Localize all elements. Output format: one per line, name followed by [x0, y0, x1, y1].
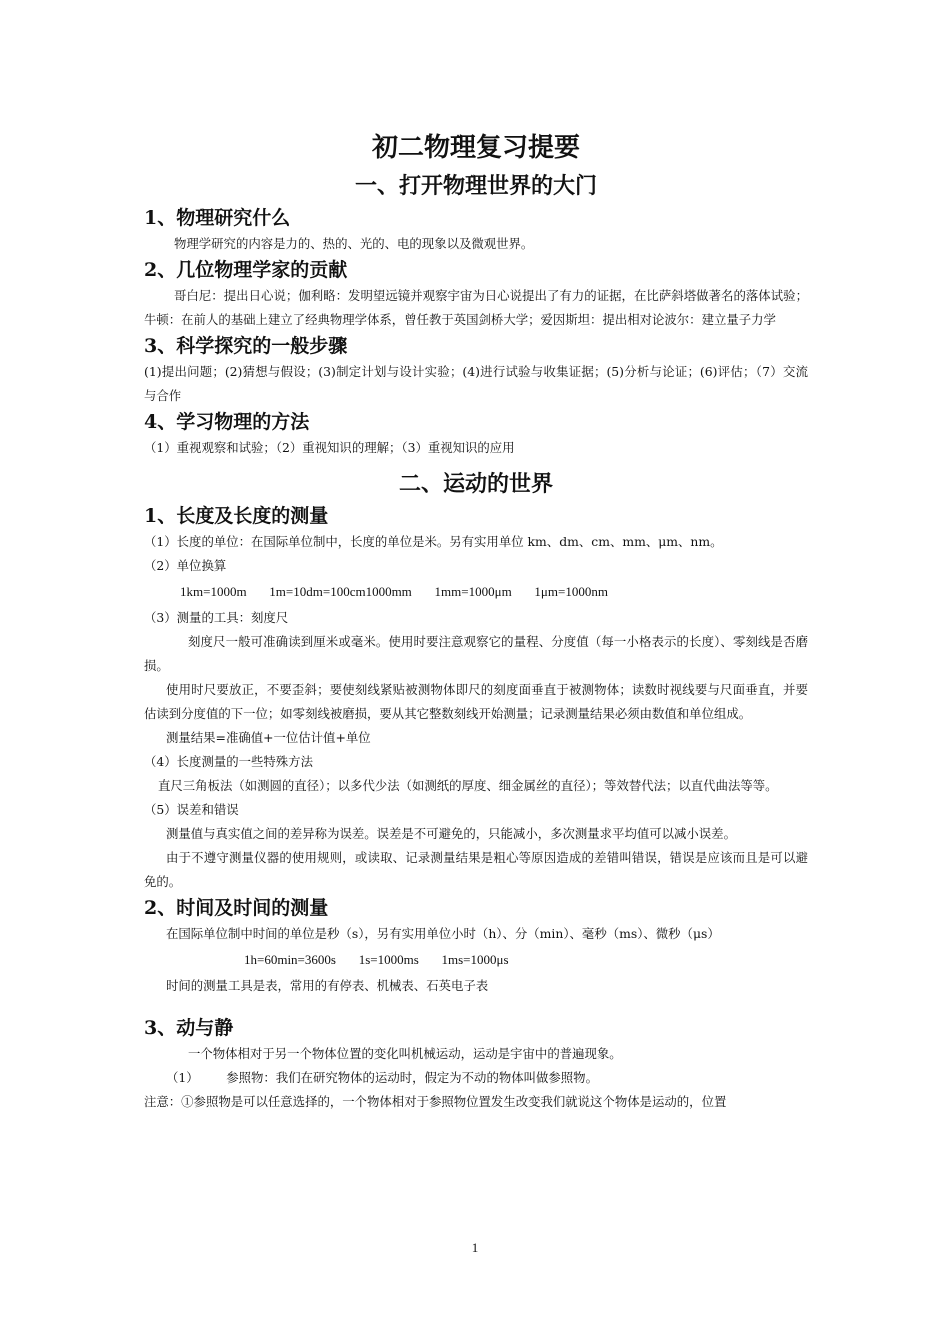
paragraph: （4）长度测量的一些特殊方法: [144, 754, 313, 769]
paragraph: （2）单位换算: [144, 558, 227, 573]
page-number: 1: [471, 1240, 479, 1255]
paragraph: 使用时尺要放正，不要歪斜；要使刻线紧贴被测物体即尺的刻度面垂直于被测物体；读数时视线要与尺面垂直，并要估读到分度值的下一位；如零刻线被磨损，要从其它整数刻线开始测量；记录测量结果必须由数值和单位组成。: [144, 682, 808, 721]
paragraph: 由于不遵守测量仪器的使用规则，或读取、记录测量结果是粗心等原因造成的差错叫错误，错误是应该而且是可以避免的。: [144, 850, 808, 889]
unit-conversion-line: 1km=1000m 1m=10dm=100cm1000mm 1mm=1000μm 1μm=1000nm: [180, 584, 608, 599]
chapter-1-heading: 一、打开物理世界的大门: [354, 173, 597, 199]
paragraph: 注意：①参照物是可以任意选择的，一个物体相对于参照物位置发生改变我们就说这个物体是运动的，位置: [144, 1094, 727, 1109]
section-heading: 4、学习物理的方法: [144, 411, 310, 433]
paragraph: （1）重视观察和试验；（2）重视知识的理解；（3）重视知识的应用: [144, 440, 515, 455]
paragraph: (1)提出问题；(2)猜想与假设；(3)制定计划与设计实验；(4)进行试验与收集证据；(5)分析与论证；(6)评估；（7）交流与合作: [144, 364, 808, 403]
paragraph: 时间的测量工具是表，常用的有停表、机械表、石英电子表: [166, 978, 489, 993]
section-heading: 2、时间及时间的测量: [144, 897, 329, 919]
paragraph: （1） 参照物：我们在研究物体的运动时，假定为不动的物体叫做参照物。: [166, 1070, 598, 1085]
spacer: [144, 998, 808, 1014]
paragraph: 在国际单位制中时间的单位是秒（s），另有实用单位小时（h）、分（min）、毫秒（ms）、微秒（μs）: [166, 926, 720, 941]
paragraph: 哥白尼：提出日心说；伽利略：发明望远镜并观察宇宙为日心说提出了有力的证据，在比萨斜塔做著名的落体试验；牛顿：在前人的基础上建立了经典物理学体系，曾任教于英国剑桥大学；爱因斯坦：提出相对论波尔：建立量子力学: [144, 288, 808, 327]
paragraph: 一个物体相对于另一个物体位置的变化叫机械运动，运动是宇宙中的普遍现象。: [188, 1046, 622, 1061]
paragraph: 测量结果=准确值+一位估计值+单位: [166, 730, 371, 745]
section-heading: 3、动与静: [144, 1017, 234, 1039]
section-heading: 3、科学探究的一般步骤: [144, 335, 348, 357]
section-heading: 1、物理研究什么: [144, 207, 291, 229]
unit-conversion-line: 1h=60min=3600s 1s=1000ms 1ms=1000μs: [244, 952, 509, 967]
section-heading: 2、几位物理学家的贡献: [144, 259, 348, 281]
section-heading: 1、长度及长度的测量: [144, 505, 329, 527]
paragraph: 直尺三角板法（如测圆的直径）；以多代少法（如测纸的厚度、细金属丝的直径）；等效替代法；以直代曲法等等。: [158, 778, 778, 793]
document-title: 初二物理复习提要: [371, 133, 580, 163]
paragraph: 刻度尺一般可准确读到厘米或毫米。使用时要注意观察它的量程、分度值（每一小格表示的长度）、零刻线是否磨损。: [144, 634, 808, 673]
paragraph: 物理学研究的内容是力的、热的、光的、电的现象以及微观世界。: [174, 236, 534, 251]
paragraph: （1）长度的单位：在国际单位制中，长度的单位是米。另有实用单位 km、dm、cm、mm、μm、nm。: [144, 534, 723, 549]
paragraph: （3）测量的工具：刻度尺: [144, 610, 289, 625]
paragraph: 测量值与真实值之间的差异称为误差。误差是不可避免的，只能减小，多次测量求平均值可以减小误差。: [166, 826, 736, 841]
document-body: [144, 128, 808, 1114]
paragraph: （5）误差和错误: [144, 802, 239, 817]
chapter-2-heading: 二、运动的世界: [398, 471, 553, 497]
